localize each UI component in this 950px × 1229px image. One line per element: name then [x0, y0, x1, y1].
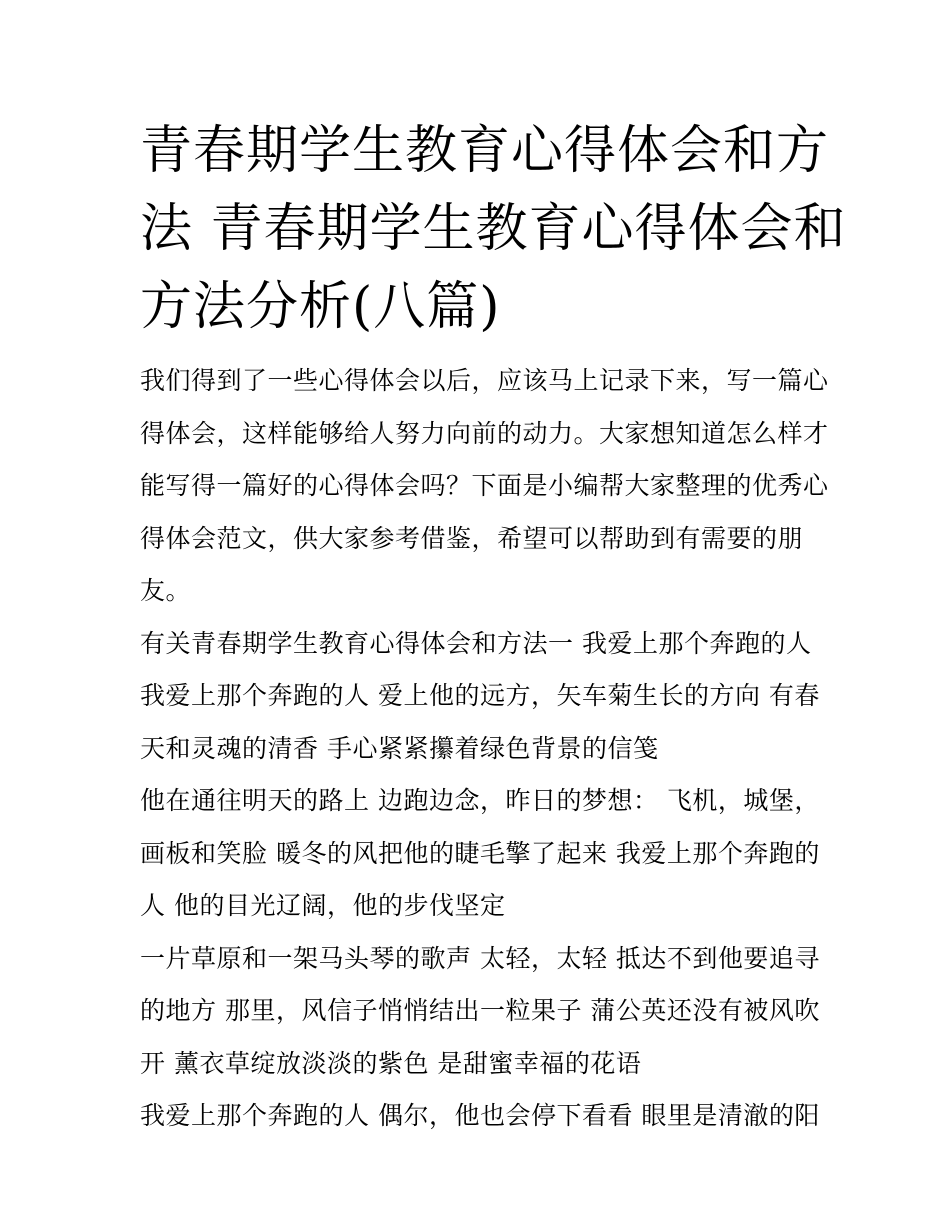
body-line-7: 我爱上那个奔跑的人 爱上他的远方，矢车菊生长的方向 有春	[140, 681, 820, 710]
body-line-15: 我爱上那个奔跑的人 偶尔，他也会停下看看 眼里是清澈的阳	[140, 1101, 820, 1130]
body-line-9: 他在通往明天的路上 边跑边念，昨日的梦想： 飞机，城堡，	[140, 786, 820, 815]
body-line-5: 友。	[140, 576, 192, 605]
document-title	[140, 112, 847, 346]
body-line-8: 天和灵魂的清香 手心紧紧攥着绿色背景的信笺	[140, 733, 659, 763]
document-body	[140, 355, 829, 1143]
body-line-12: 一片草原和一架马头琴的歌声 太轻，太轻 抵达不到他要追寻	[140, 943, 820, 973]
body-line-3: 能写得一篇好的心得体会吗？下面是小编帮大家整理的优秀心	[140, 471, 829, 500]
body-line-6: 有关青春期学生教育心得体会和方法一 我爱上那个奔跑的人	[140, 628, 812, 658]
body-line-1: 我们得到了一些心得体会以后，应该马上记录下来，写一篇心	[140, 366, 829, 395]
body-line-10: 画板和笑脸 暖冬的风把他的睫毛擎了起来 我爱上那个奔跑的	[140, 838, 820, 868]
body-line-4: 得体会范文，供大家参考借鉴，希望可以帮助到有需要的朋	[140, 523, 804, 553]
body-line-14: 开 薰衣草绽放淡淡的紫色 是甜蜜幸福的花语	[140, 1048, 642, 1078]
title-line-1: 青春期学生教育心得体会和方	[140, 121, 830, 181]
body-line-2: 得体会，这样能够给人努力向前的动力。大家想知道怎么样才	[140, 418, 829, 448]
body-line-11: 人 他的目光辽阔，他的步伐坚定	[140, 891, 506, 920]
title-line-3: 方法分析(八篇)	[140, 277, 501, 337]
body-line-13: 的地方 那里，风信子悄悄结出一粒果子 蒲公英还没有被风吹	[140, 996, 820, 1025]
title-line-2: 法 青春期学生教育心得体会和	[140, 199, 847, 259]
